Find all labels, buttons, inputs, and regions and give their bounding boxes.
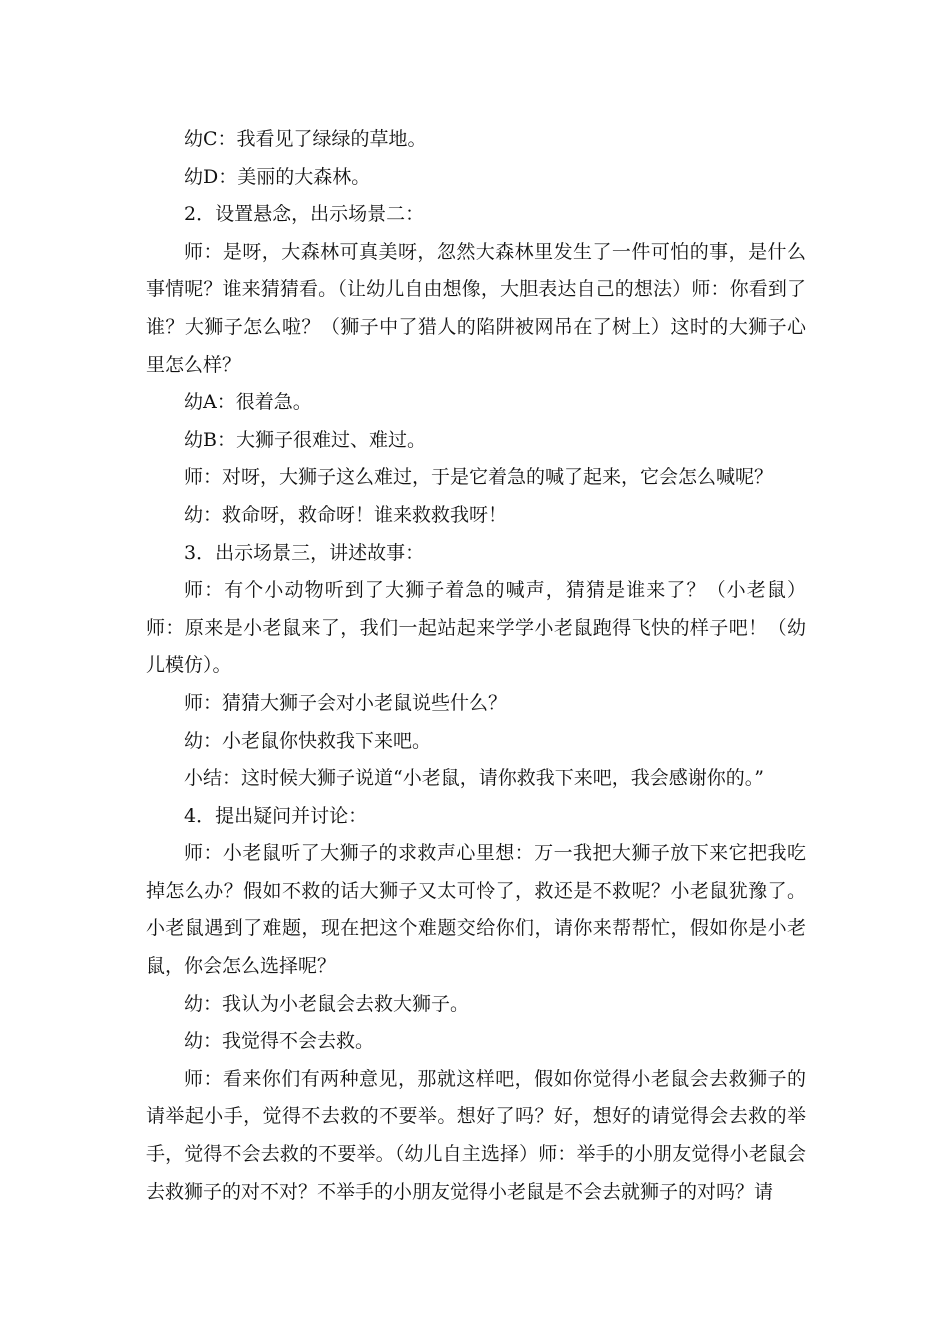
paragraph-teacher-scene-two: 师：是呀，大森林可真美呀，忽然大森林里发生了一件可怕的事，是什么事情呢？谁来猜猜看。（让幼儿自由想像，大胆表达自己的想法）师：你看到了谁？大狮子怎么啦？（狮子中了猎人的陷阱被网吊在了树上）这时的大狮子心里怎么样？: [146, 240, 806, 376]
paragraph-teacher-shout: 师：对呀，大狮子这么难过，于是它着急的喊了起来，它会怎么喊呢？: [184, 466, 774, 489]
paragraph-child-help: 幼：救命呀，救命呀！谁来救救我呀！: [184, 503, 508, 526]
section-heading-4: 4．提出疑问并讨论：: [184, 804, 368, 827]
section-heading-3: 3．出示场景三，讲述故事：: [184, 541, 425, 564]
paragraph-child-c: 幼C：我看见了绿绿的草地。: [184, 128, 427, 150]
section-heading-2: 2．设置悬念，出示场景二：: [184, 203, 425, 226]
paragraph-summary: 小结：这时候大狮子说道“小老鼠，请你救我下来吧，我会感谢你的。”: [184, 767, 764, 790]
paragraph-child-b: 幼B：大狮子很难过、难过。: [184, 428, 426, 451]
paragraph-child-a: 幼A：很着急。: [184, 391, 312, 414]
document-body: [146, 121, 806, 1211]
paragraph-child-wont-save: 幼：我觉得不会去救。: [184, 1030, 375, 1053]
paragraph-teacher-vote: 师：看来你们有两种意见，那就这样吧，假如你觉得小老鼠会去救狮子的请举起小手，觉得不去救的不要举。想好了吗？好，想好的请觉得会去救的举手，觉得不会去救的不要举。（幼儿自主选择）师：举手的小朋友觉得小老鼠会去救狮子的对不对？不举手的小朋友觉得小老鼠是不会去就狮子的对吗？请: [146, 1067, 806, 1203]
paragraph-teacher-mouse-arrives: 师：有个小动物听到了大狮子着急的喊声，猜猜是谁来了？（小老鼠）师：原来是小老鼠来了，我们一起站起来学学小老鼠跑得飞快的样子吧！（幼儿模仿）。: [146, 579, 806, 677]
paragraph-teacher-dilemma: 师：小老鼠听了大狮子的求救声心里想：万一我把大狮子放下来它把我吃掉怎么办？假如不救的话大狮子又太可怜了，救还是不救呢？小老鼠犹豫了。小老鼠遇到了难题，现在把这个难题交给你们，请你来帮帮忙，假如你是小老鼠，你会怎么选择呢？: [146, 842, 806, 978]
paragraph-child-d: 幼D：美丽的大森林。: [184, 165, 371, 188]
paragraph-child-will-save: 幼：我认为小老鼠会去救大狮子。: [184, 992, 470, 1015]
paragraph-child-rescue: 幼：小老鼠你快救我下来吧。: [184, 729, 432, 752]
paragraph-teacher-guess: 师：猜猜大狮子会对小老鼠说些什么？: [184, 691, 508, 714]
